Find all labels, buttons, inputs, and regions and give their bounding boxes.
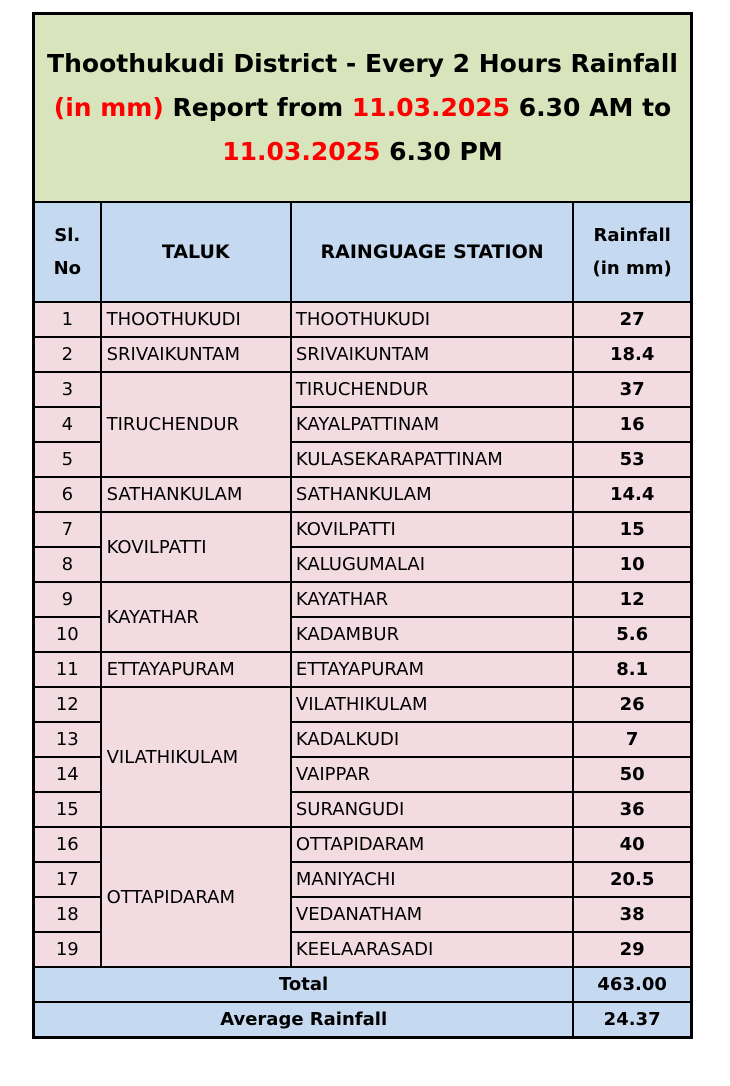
title-unit: (in mm): [53, 93, 164, 122]
station-cell: KOVILPATTI: [291, 512, 573, 547]
average-row: [34, 1002, 692, 1038]
sl-no-cell: 2: [34, 337, 101, 372]
title-mid: Report from: [163, 93, 352, 122]
table-row: [34, 512, 692, 547]
rainfall-report-table: [32, 12, 693, 1039]
title-row: [34, 14, 692, 203]
sl-no-cell: 12: [34, 687, 101, 722]
title-start-time: 6.30 AM to: [510, 93, 672, 122]
table-row: [34, 477, 692, 512]
average-label: Average Rainfall: [34, 1002, 574, 1038]
table-row: [34, 687, 692, 722]
header-row: [34, 202, 692, 302]
taluk-cell: SATHANKULAM: [101, 477, 291, 512]
taluk-cell: TIRUCHENDUR: [101, 372, 291, 477]
station-cell: SURANGUDI: [291, 792, 573, 827]
table-row: [34, 337, 692, 372]
station-cell: KEELAARASADI: [291, 932, 573, 967]
sl-no-cell: 16: [34, 827, 101, 862]
station-cell: TIRUCHENDUR: [291, 372, 573, 407]
sl-no-cell: 9: [34, 582, 101, 617]
sl-no-cell: 15: [34, 792, 101, 827]
station-cell: KULASEKARAPATTINAM: [291, 442, 573, 477]
rainfall-cell: 14.4: [573, 477, 691, 512]
rainfall-cell: 37: [573, 372, 691, 407]
station-cell: VILATHIKULAM: [291, 687, 573, 722]
station-cell: VEDANATHAM: [291, 897, 573, 932]
station-cell: MANIYACHI: [291, 862, 573, 897]
sl-no-cell: 19: [34, 932, 101, 967]
total-row: [34, 967, 692, 1002]
table-row: [34, 827, 692, 862]
rainfall-cell: 40: [573, 827, 691, 862]
table-row: [34, 582, 692, 617]
sl-no-cell: 11: [34, 652, 101, 687]
sl-no-cell: 3: [34, 372, 101, 407]
report-title: [34, 14, 692, 203]
rainfall-cell: 18.4: [573, 337, 691, 372]
station-cell: VAIPPAR: [291, 757, 573, 792]
taluk-cell: ETTAYAPURAM: [101, 652, 291, 687]
rainfall-cell: 38: [573, 897, 691, 932]
sl-no-cell: 8: [34, 547, 101, 582]
header-sl-no: Sl. No: [34, 202, 101, 302]
title-start-date: 11.03.2025: [351, 93, 511, 122]
rainfall-cell: 29: [573, 932, 691, 967]
taluk-cell: SRIVAIKUNTAM: [101, 337, 291, 372]
taluk-cell: OTTAPIDARAM: [101, 827, 291, 967]
rainfall-cell: 36: [573, 792, 691, 827]
station-cell: OTTAPIDARAM: [291, 827, 573, 862]
station-cell: KAYALPATTINAM: [291, 407, 573, 442]
title-end-date: 11.03.2025: [222, 137, 381, 166]
rainfall-cell: 10: [573, 547, 691, 582]
rainfall-cell: 53: [573, 442, 691, 477]
taluk-cell: VILATHIKULAM: [101, 687, 291, 827]
station-cell: KALUGUMALAI: [291, 547, 573, 582]
rainfall-cell: 27: [573, 302, 691, 337]
header-station: RAINGUAGE STATION: [291, 202, 573, 302]
rainfall-cell: 7: [573, 722, 691, 757]
sl-no-cell: 6: [34, 477, 101, 512]
sl-no-cell: 5: [34, 442, 101, 477]
rainfall-cell: 15: [573, 512, 691, 547]
rainfall-cell: 20.5: [573, 862, 691, 897]
station-cell: SATHANKULAM: [291, 477, 573, 512]
taluk-cell: KAYATHAR: [101, 582, 291, 652]
station-cell: KADAMBUR: [291, 617, 573, 652]
taluk-cell: THOOTHUKUDI: [101, 302, 291, 337]
station-cell: THOOTHUKUDI: [291, 302, 573, 337]
station-cell: SRIVAIKUNTAM: [291, 337, 573, 372]
table-row: [34, 302, 692, 337]
rainfall-cell: 5.6: [573, 617, 691, 652]
rainfall-cell: 16: [573, 407, 691, 442]
rainfall-cell: 26: [573, 687, 691, 722]
sl-no-cell: 7: [34, 512, 101, 547]
total-value: 463.00: [573, 967, 691, 1002]
station-cell: KAYATHAR: [291, 582, 573, 617]
sl-no-cell: 10: [34, 617, 101, 652]
average-value: 24.37: [573, 1002, 691, 1038]
sl-no-cell: 13: [34, 722, 101, 757]
header-rainfall: Rainfall (in mm): [573, 202, 691, 302]
taluk-cell: KOVILPATTI: [101, 512, 291, 582]
sl-no-cell: 14: [34, 757, 101, 792]
station-cell: ETTAYAPURAM: [291, 652, 573, 687]
station-cell: KADALKUDI: [291, 722, 573, 757]
sl-no-cell: 4: [34, 407, 101, 442]
title-line1: Thoothukudi District - Every 2 Hours Rainfall: [47, 49, 678, 78]
total-label: Total: [34, 967, 574, 1002]
sl-no-cell: 17: [34, 862, 101, 897]
table-row: [34, 652, 692, 687]
rainfall-cell: 50: [573, 757, 691, 792]
rainfall-cell: 8.1: [573, 652, 691, 687]
header-taluk: TALUK: [101, 202, 291, 302]
sl-no-cell: 1: [34, 302, 101, 337]
title-end-time: 6.30 PM: [380, 137, 503, 166]
sl-no-cell: 18: [34, 897, 101, 932]
table-row: [34, 372, 692, 407]
rainfall-cell: 12: [573, 582, 691, 617]
